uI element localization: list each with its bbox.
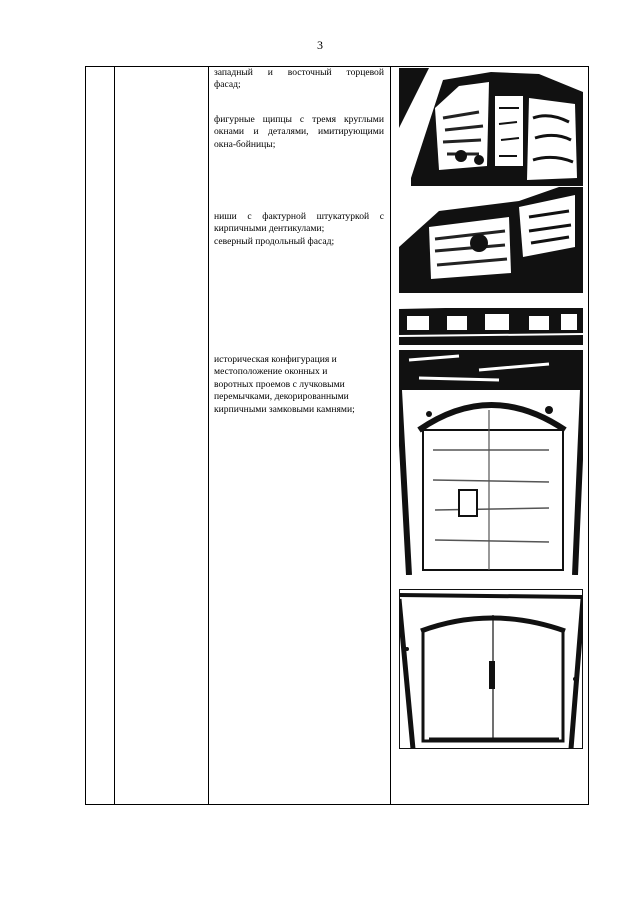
paragraph-openings: [214, 354, 384, 416]
text-line: местоположение оконных и: [214, 366, 328, 378]
paragraph-niches: [214, 211, 384, 236]
text-line: фасад;: [214, 79, 241, 91]
text-line: кирпичными замковыми камнями;: [214, 403, 355, 415]
paragraph-west-east-facade: [214, 67, 384, 92]
text-line: западный и восточный торцевой: [214, 67, 384, 78]
column-divider-2: [208, 67, 209, 804]
column-divider-3: [390, 67, 391, 804]
photo-west-facade: [399, 68, 583, 186]
photo-gable-niche: [399, 187, 583, 293]
text-line: окна-бойницы;: [214, 138, 276, 150]
page-number: 3: [317, 38, 323, 52]
text-line: историческая конфигурация и: [214, 354, 337, 365]
photo-gate-opening-1: [399, 350, 583, 575]
photo-north-facade: [399, 294, 583, 345]
text-line: ниши с фактурной штукатуркой с: [214, 211, 384, 222]
column-divider-1: [114, 67, 115, 804]
photo-gate-opening-2: [399, 589, 583, 749]
text-line: фигурные щипцы с тремя круглыми: [214, 114, 384, 125]
text-line: кирпичными дентикулами;: [214, 223, 325, 235]
text-line: воротных проемов с лучковыми: [214, 378, 345, 390]
text-line: северный продольный фасад;: [214, 236, 335, 247]
heritage-table: [85, 66, 589, 805]
paragraph-north-facade: [214, 236, 384, 248]
text-line: окнами и деталями, имитирующими: [214, 126, 384, 138]
text-line: перемычками, декорированными: [214, 391, 349, 403]
paragraph-gables: [214, 114, 384, 151]
